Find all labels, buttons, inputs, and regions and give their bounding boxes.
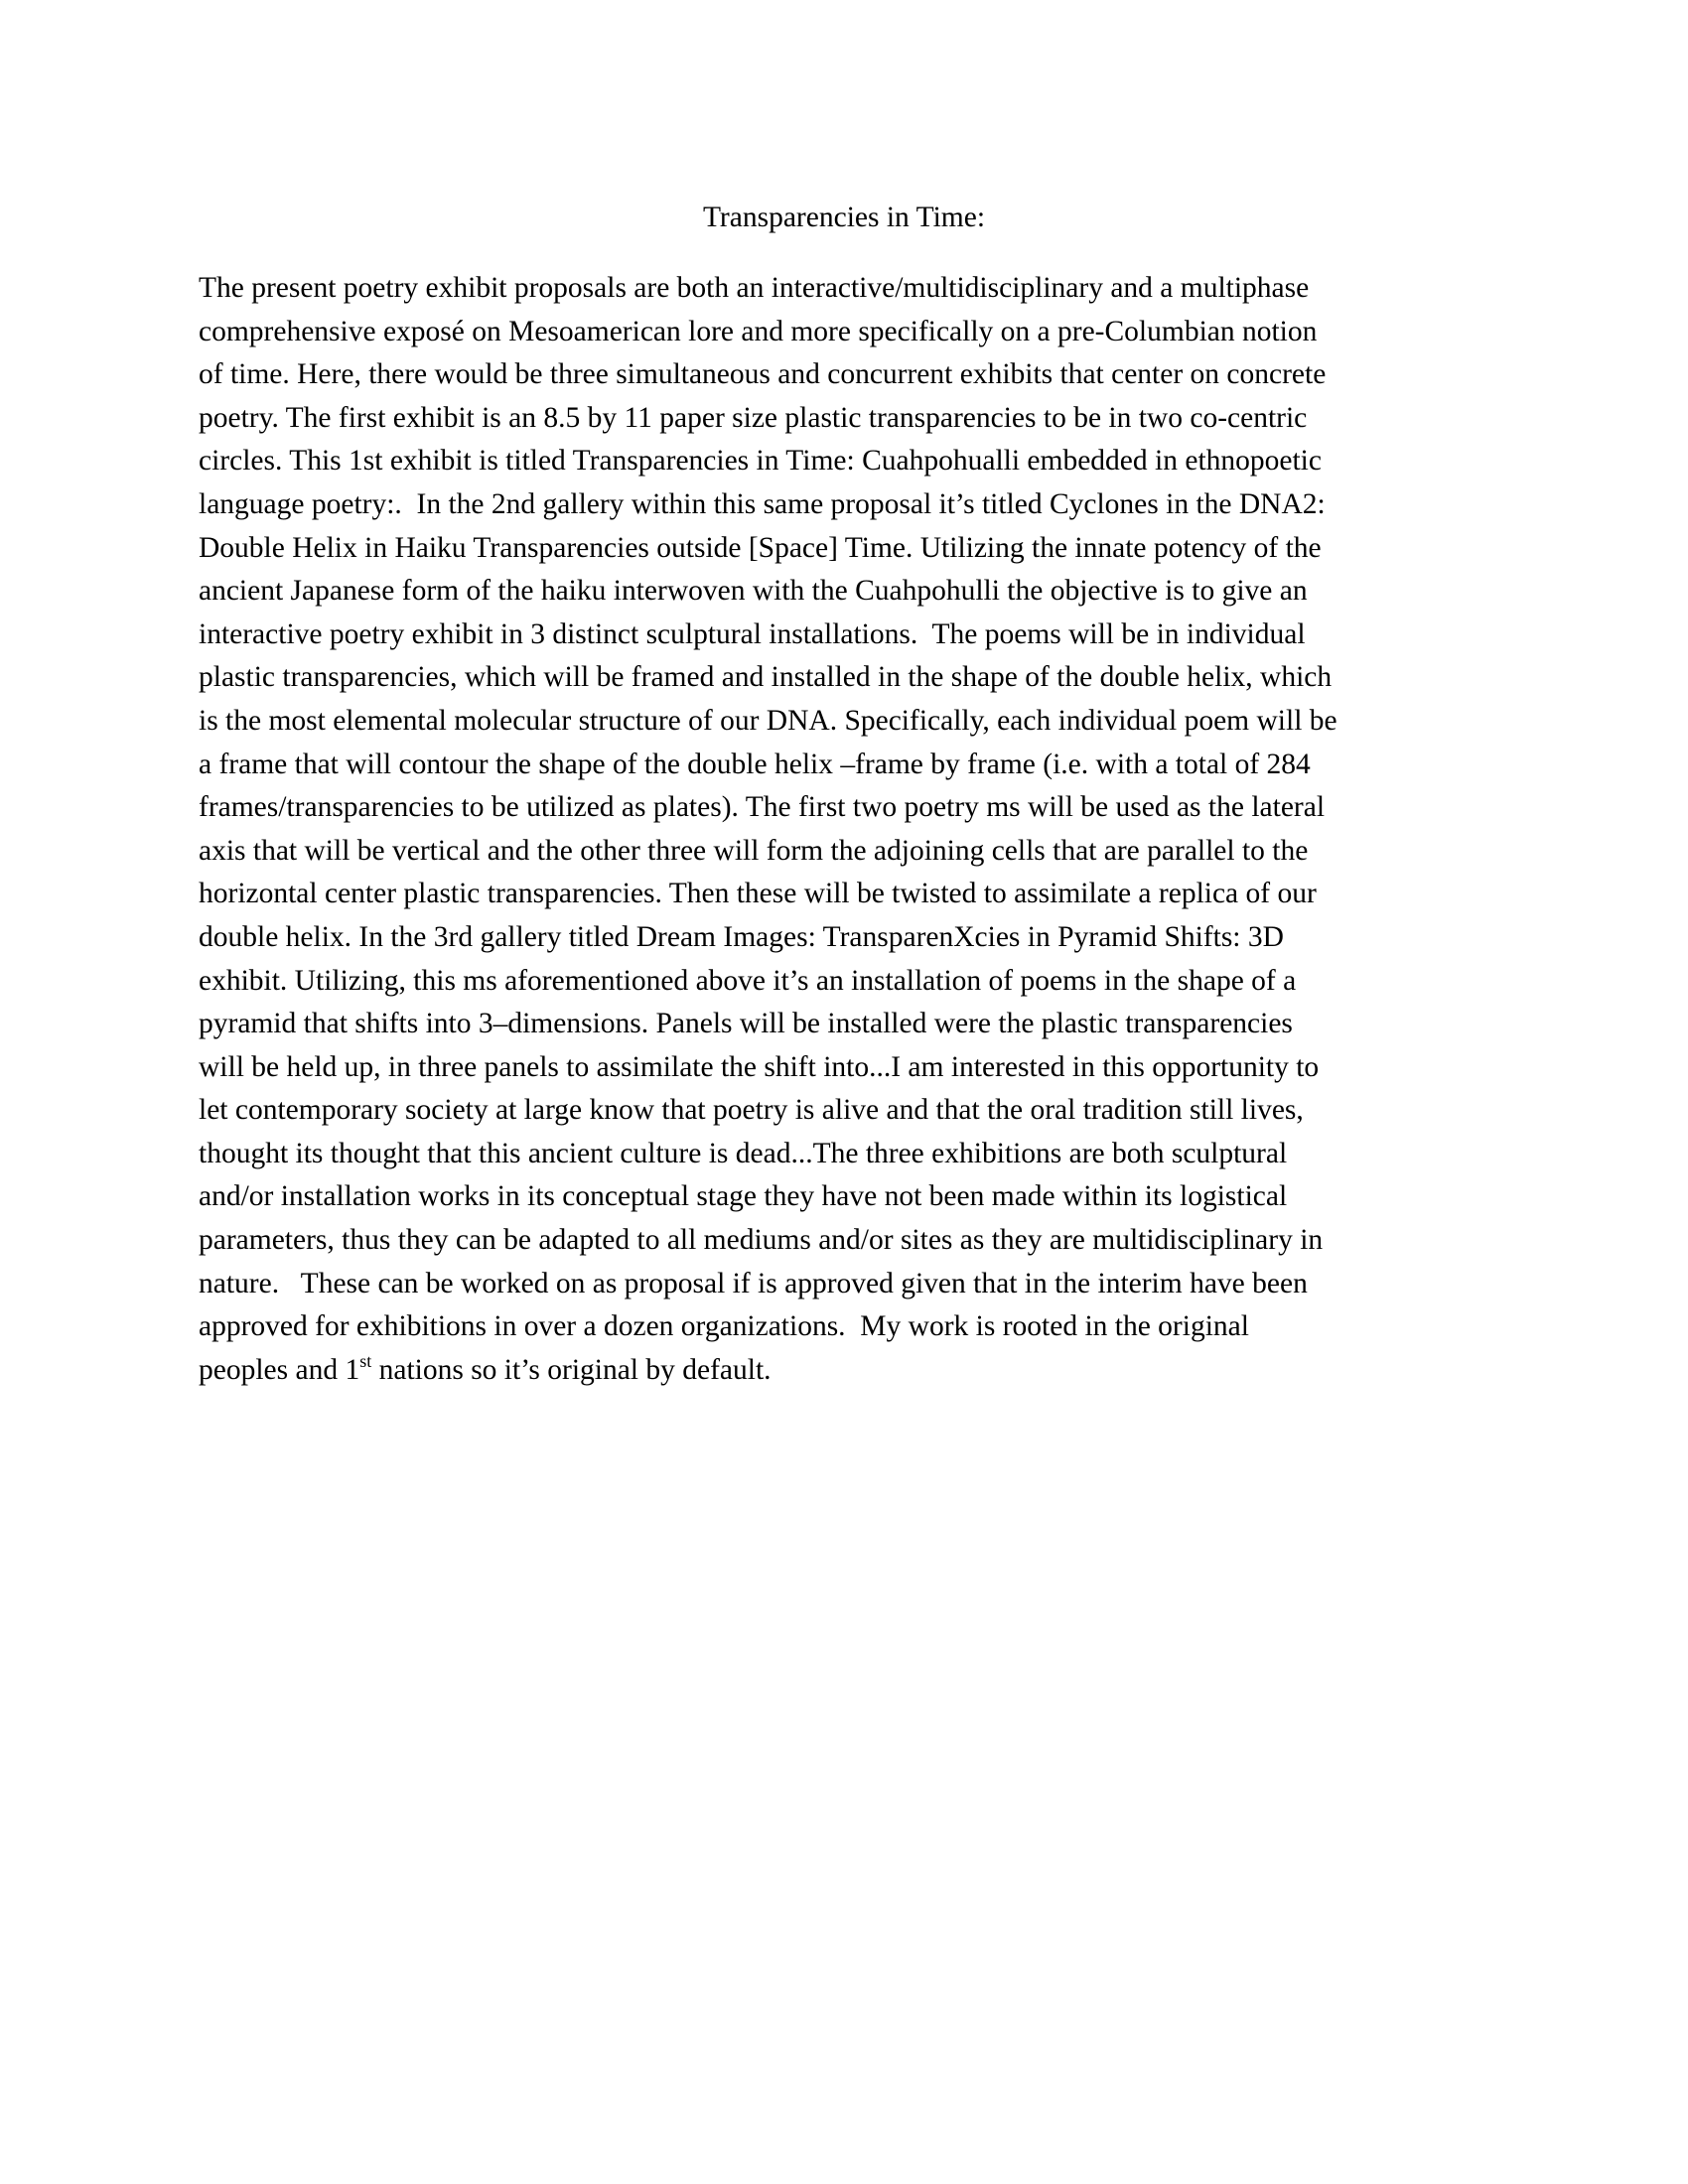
- body-line: The present poetry exhibit proposals are both an interactive/multidisciplinary and a multiphase: [199, 272, 1310, 304]
- body-line: comprehensive exposé on Mesoamerican lore and more specifically on a pre-Columbian notion: [199, 315, 1318, 347]
- body-line: of time. Here, there would be three simultaneous and concurrent exhibits that center on concrete: [199, 358, 1327, 391]
- body-line: ancient Japanese form of the haiku interwoven with the Cuahpohulli the objective is to give an: [199, 575, 1308, 608]
- body-line-last: [199, 1349, 1509, 1393]
- document-body: [199, 267, 1509, 1392]
- body-line: exhibit. Utilizing, this ms aforementioned above it’s an installation of poems in the shape of a: [199, 964, 1297, 997]
- body-line: circles. This 1st exhibit is titled Transparencies in Time: Cuahpohualli embedded in ethnopoetic: [199, 445, 1322, 478]
- last-line-start: peoples and 1: [199, 1353, 360, 1386]
- body-line: interactive poetry exhibit in 3 distinct sculptural installations. The poems will be in individual: [199, 617, 1306, 650]
- body-line: Double Helix in Haiku Transparencies outside [Space] Time. Utilizing the innate potency of the: [199, 531, 1322, 564]
- body-line: and/or installation works in its conceptual stage they have not been made within its logistical: [199, 1180, 1288, 1213]
- body-line: a frame that will contour the shape of the double helix –frame by frame (i.e. with a total of 284: [199, 748, 1311, 780]
- ordinal-superscript: st: [359, 1350, 372, 1371]
- body-line: horizontal center plastic transparencies. Then these will be twisted to assimilate a replica of our: [199, 878, 1317, 910]
- body-line: is the most elemental molecular structure of our DNA. Specifically, each individual poem will be: [199, 704, 1337, 737]
- last-line-end: nations so it’s original by default.: [371, 1353, 772, 1386]
- body-line: parameters, thus they can be adapted to all mediums and/or sites as they are multidisciplinary in: [199, 1224, 1324, 1257]
- body-line: axis that will be vertical and the other three will form the adjoining cells that are parallel to the: [199, 834, 1309, 867]
- body-line: thought its thought that this ancient culture is dead...The three exhibitions are both sculptural: [199, 1137, 1288, 1169]
- body-line: plastic transparencies, which will be framed and installed in the shape of the double helix, which: [199, 661, 1333, 694]
- body-line: will be held up, in three panels to assimilate the shift into...I am interested in this opportunity to: [199, 1050, 1320, 1083]
- body-line: frames/transparencies to be utilized as plates). The first two poetry ms will be used as the lateral: [199, 791, 1326, 824]
- body-line: double helix. In the 3rd gallery titled Dream Images: TransparenXcies in Pyramid Shifts: 3D: [199, 920, 1284, 953]
- body-line: pyramid that shifts into 3–dimensions. Panels will be installed were the plastic transparencies: [199, 1008, 1293, 1040]
- body-line: let contemporary society at large know that poetry is alive and that the oral tradition still lives,: [199, 1094, 1304, 1127]
- body-line: language poetry:. In the 2nd gallery within this same proposal it’s titled Cyclones in the DNA2:: [199, 487, 1326, 520]
- body-line: nature. These can be worked on as proposal if is approved given that in the interim have been: [199, 1267, 1308, 1299]
- body-line: poetry. The first exhibit is an 8.5 by 11 paper size plastic transparencies to be in two co-centric: [199, 401, 1308, 434]
- document-title: Transparencies in Time:: [702, 202, 986, 233]
- body-line: approved for exhibitions in over a dozen organizations. My work is rooted in the original: [199, 1310, 1249, 1343]
